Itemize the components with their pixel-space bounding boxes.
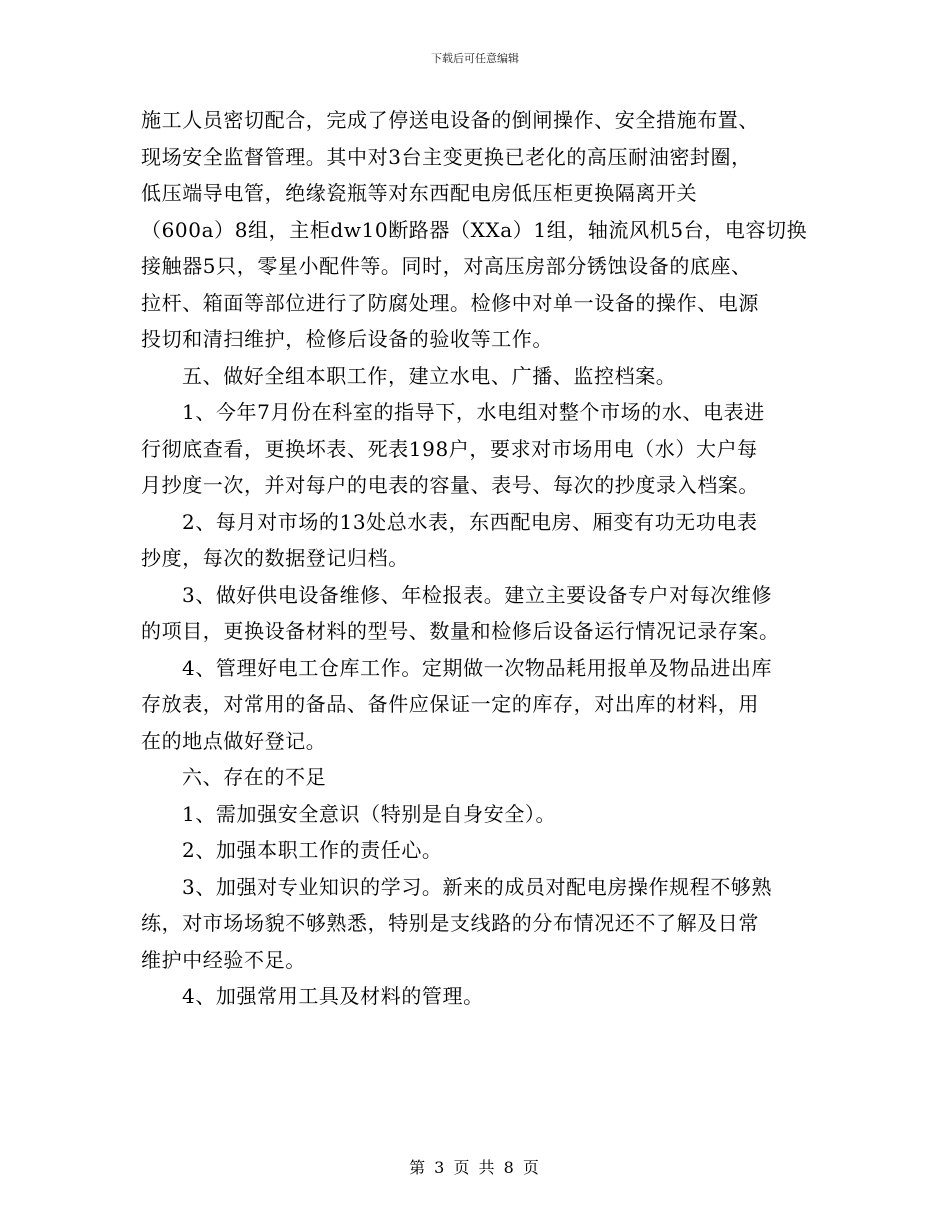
paragraph-line: 4、管理好电工仓库工作。定期做一次物品耗用报单及物品进出库 (182, 655, 773, 680)
paragraph-line: 的项目，更换设备材料的型号、数量和检修后设备运行情况记录存案。 (141, 619, 780, 643)
paragraph-line: 1、需加强安全意识（特别是自身安全）。 (182, 801, 557, 826)
paragraph-line: （600a）8组，主柜dw10断路器（XXa）1组，轴流风机5台，电容切换 (141, 217, 808, 242)
paragraph-line: 拉杆、箱面等部位进行了防腐处理。检修中对单一设备的操作、电源 (141, 290, 759, 315)
section-heading: 六、存在的不足 (182, 765, 327, 789)
paragraph-line: 在的地点做好登记。 (141, 728, 327, 753)
section-heading: 五、做好全组本职工作，建立水电、广播、监控档案。 (182, 363, 677, 388)
paragraph-line: 2、每月对市场的13处总水表，东西配电房、厢变有功无功电表 (182, 509, 758, 534)
paragraph-line: 3、做好供电设备维修、年检报表。建立主要设备专户对每次维修 (182, 582, 773, 607)
page-header: 下载后可任意编辑 (431, 52, 519, 65)
paragraph-line: 抄度，每次的数据登记归档。 (141, 546, 409, 570)
paragraph-line: 1、今年7月份在科室的指导下，水电组对整个市场的水、电表进 (182, 400, 765, 424)
paragraph-line: 投切和清扫维护，检修后设备的验收等工作。 (141, 327, 553, 351)
paragraph-line: 接触器5只，零星小配件等。同时，对高压房部分锈蚀设备的底座、 (141, 254, 752, 278)
page-number-footer: 第 3 页 共 8 页 (409, 1158, 541, 1177)
paragraph-line: 3、加强对专业知识的学习。新来的成员对配电房操作规程不够熟 (182, 874, 773, 899)
paragraph-line: 2、加强本职工作的责任心。 (182, 838, 443, 862)
document-body (141, 102, 809, 1015)
paragraph-line: 现场安全监督管理。其中对3台主变更换已老化的高压耐油密封圈， (141, 144, 752, 169)
paragraph-line: 维护中经验不足。 (141, 947, 306, 972)
paragraph-line: 月抄度一次，并对每户的电表的容量、表号、每次的抄度录入档案。 (141, 473, 759, 497)
paragraph-line: 施工人员密切配合，完成了停送电设备的倒闸操作、安全措施布置、 (141, 108, 759, 132)
paragraph-line: 练，对市场场貌不够熟悉，特别是支线路的分布情况还不了解及日常 (141, 911, 759, 935)
paragraph-line: 行彻底查看，更换坏表、死表198户，要求对市场用电（水）大户每 (141, 436, 758, 461)
paragraph-line: 低压端导电管，绝缘瓷瓶等对东西配电房低压柜更换隔离开关 (141, 181, 698, 205)
paragraph-line: 存放表，对常用的备品、备件应保证一定的库存，对出库的材料，用 (141, 692, 759, 716)
paragraph-line: 4、加强常用工具及材料的管理。 (182, 984, 484, 1008)
